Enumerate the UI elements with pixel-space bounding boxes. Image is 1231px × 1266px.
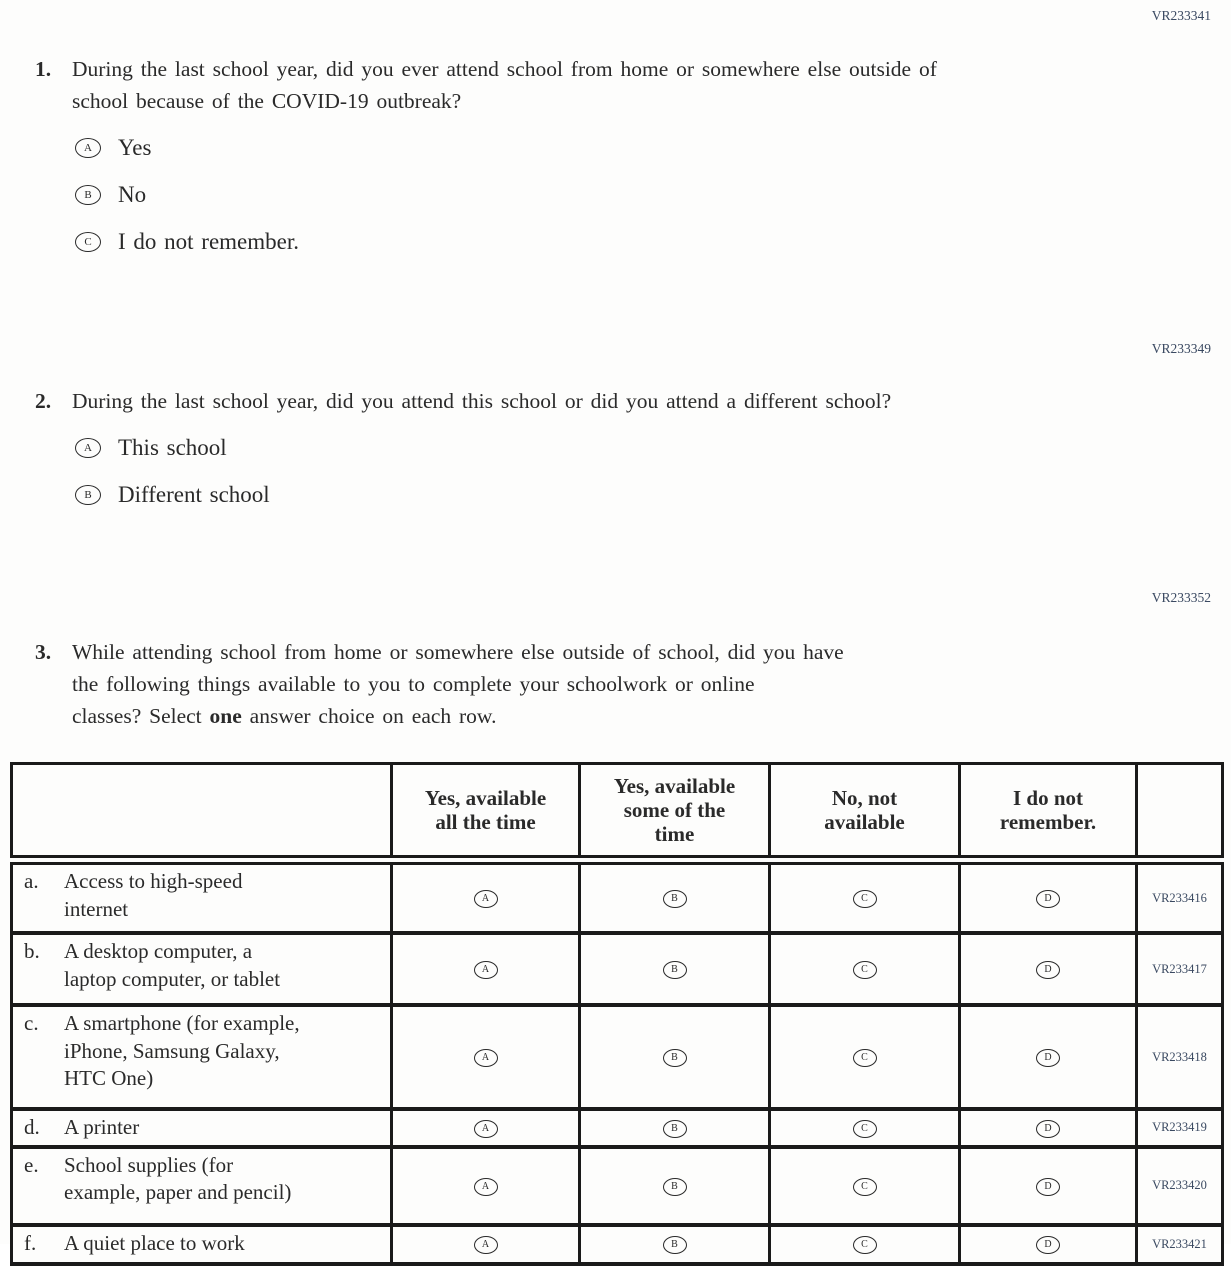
question-2 [0,385,1231,508]
bold-one-emphasis: one [209,704,242,728]
radio-bubble-a-icon[interactable]: A [75,138,101,158]
question-3-number: 3. [35,640,52,664]
radio-bubble-b-icon[interactable]: B [75,185,101,205]
header-no-not-available: No, not available [770,764,960,861]
radio-bubble-a-icon[interactable]: A [474,1049,498,1067]
vr-code-row-f: VR233421 [1137,1225,1223,1264]
choice-cell [960,1225,1137,1264]
radio-bubble-a-icon[interactable]: A [474,961,498,979]
question-1-text [72,53,937,117]
radio-bubble-c-icon[interactable]: C [853,1120,877,1138]
option-q1-do-not-remember [75,229,1231,255]
row-label-printer: d. A printer [12,1109,392,1147]
row-letter: f. [24,1230,37,1255]
header-i-do-not-remember: I do not remember. [960,764,1137,861]
question-1 [0,53,1231,255]
option-label: Yes [118,135,152,160]
table-header-row [12,764,1223,861]
question-1-number: 1. [35,57,52,81]
row-letter: d. [24,1115,40,1139]
question-2-text [72,385,891,417]
radio-bubble-a-icon[interactable]: A [75,438,101,458]
radio-bubble-b-icon[interactable]: B [663,1120,687,1138]
row-letter: b. [24,939,40,963]
question-3-line-1: While attending school from home or somewhere else outside of school, did you have [72,640,844,664]
table-row-school-supplies [12,1147,1223,1225]
choice-cell [392,933,580,1005]
row-label-computer: b. A desktop computer, a laptop computer, or tablet [12,933,392,1005]
row-letter: c. [24,1011,39,1035]
radio-bubble-b-icon[interactable]: B [663,890,687,908]
radio-bubble-c-icon[interactable]: C [853,1049,877,1067]
question-3-line-2: the following things available to you to complete your schoolwork or online [72,672,755,696]
radio-bubble-b-icon[interactable]: B [75,485,101,505]
choice-cell [580,1005,770,1109]
vr-code-question-1: VR233341 [1151,8,1211,23]
choice-cell [770,1147,960,1225]
choice-cell [960,1147,1137,1225]
radio-bubble-c-icon[interactable]: C [853,890,877,908]
option-label: Different school [118,482,270,507]
radio-bubble-b-icon[interactable]: B [663,1049,687,1067]
choice-cell [770,1005,960,1109]
row-letter: a. [24,869,39,893]
option-q1-yes [75,135,1231,161]
question-1-line-1: During the last school year, did you ever attend school from home or somewhere else outside of [72,57,937,81]
radio-bubble-a-icon[interactable]: A [474,890,498,908]
radio-bubble-d-icon[interactable]: D [1036,1236,1060,1254]
table-row-smartphone [12,1005,1223,1109]
choice-cell [960,1109,1137,1147]
table-row-quiet-place [12,1225,1223,1264]
radio-bubble-a-icon[interactable]: A [474,1178,498,1196]
radio-bubble-c-icon[interactable]: C [853,1236,877,1254]
choice-cell [580,1147,770,1225]
vr-code-row-a: VR233416 [1137,860,1223,933]
vr-code-question-2: VR233349 [1151,341,1211,356]
question-1-line-2: school because of the COVID-19 outbreak? [72,89,462,113]
choice-cell [960,1005,1137,1109]
header-yes-all-the-time: Yes, available all the time [392,764,580,861]
option-q2-different-school [75,482,1231,508]
row-label-quiet-place: f. A quiet place to work [12,1225,392,1264]
choice-cell [580,1225,770,1264]
radio-bubble-a-icon[interactable]: A [474,1120,498,1138]
choice-cell [580,933,770,1005]
choice-cell [580,860,770,933]
radio-bubble-d-icon[interactable]: D [1036,890,1060,908]
option-label: No [118,182,147,207]
vr-code-row-c: VR233418 [1137,1005,1223,1109]
option-label: I do not remember. [118,229,300,254]
vr-code-row-e: VR233420 [1137,1147,1223,1225]
header-vr-code-column [1137,764,1223,861]
header-empty-corner [12,764,392,861]
choice-cell [392,1147,580,1225]
choice-cell [770,860,960,933]
question-2-line-1: During the last school year, did you attend this school or did you attend a different school? [72,389,892,413]
radio-bubble-d-icon[interactable]: D [1036,1120,1060,1138]
radio-bubble-b-icon[interactable]: B [663,961,687,979]
radio-bubble-c-icon[interactable]: C [853,1178,877,1196]
radio-bubble-d-icon[interactable]: D [1036,1049,1060,1067]
question-3-text [72,636,844,732]
choice-cell [392,1109,580,1147]
radio-bubble-a-icon[interactable]: A [474,1236,498,1254]
radio-bubble-b-icon[interactable]: B [663,1236,687,1254]
radio-bubble-d-icon[interactable]: D [1036,1178,1060,1196]
row-label-internet: a. Access to high-speed internet [12,860,392,933]
question-3-line-3: classes? Select one answer choice on each row. [72,704,497,728]
vr-code-row-d: VR233419 [1137,1109,1223,1147]
choice-cell [392,860,580,933]
table-row-printer [12,1109,1223,1147]
option-q2-this-school [75,435,1231,461]
radio-bubble-d-icon[interactable]: D [1036,961,1060,979]
choice-cell [770,1225,960,1264]
availability-matrix-table [10,762,1224,1266]
radio-bubble-c-icon[interactable]: C [75,232,101,252]
choice-cell [960,933,1137,1005]
row-letter: e. [24,1152,39,1177]
choice-cell [770,933,960,1005]
table-row-internet [12,860,1223,933]
choice-cell [960,860,1137,933]
table-row-computer [12,933,1223,1005]
choice-cell [580,1109,770,1147]
radio-bubble-c-icon[interactable]: C [853,961,877,979]
choice-cell [770,1109,960,1147]
option-label: This school [118,435,227,460]
vr-code-question-3: VR233352 [1151,590,1211,605]
vr-code-row-b: VR233417 [1137,933,1223,1005]
question-2-options [75,435,1231,508]
question-3 [0,636,1231,732]
choice-cell [392,1005,580,1109]
question-1-options [75,135,1231,255]
option-q1-no [75,182,1231,208]
radio-bubble-b-icon[interactable]: B [663,1178,687,1196]
row-label-school-supplies: e. School supplies (for example, paper and pencil) [12,1147,392,1225]
header-yes-some-of-the-time: Yes, available some of the time [580,764,770,861]
row-label-smartphone: c. A smartphone (for example, iPhone, Samsung Galaxy, HTC One) [12,1005,392,1109]
choice-cell [392,1225,580,1264]
question-2-number: 2. [35,389,52,413]
